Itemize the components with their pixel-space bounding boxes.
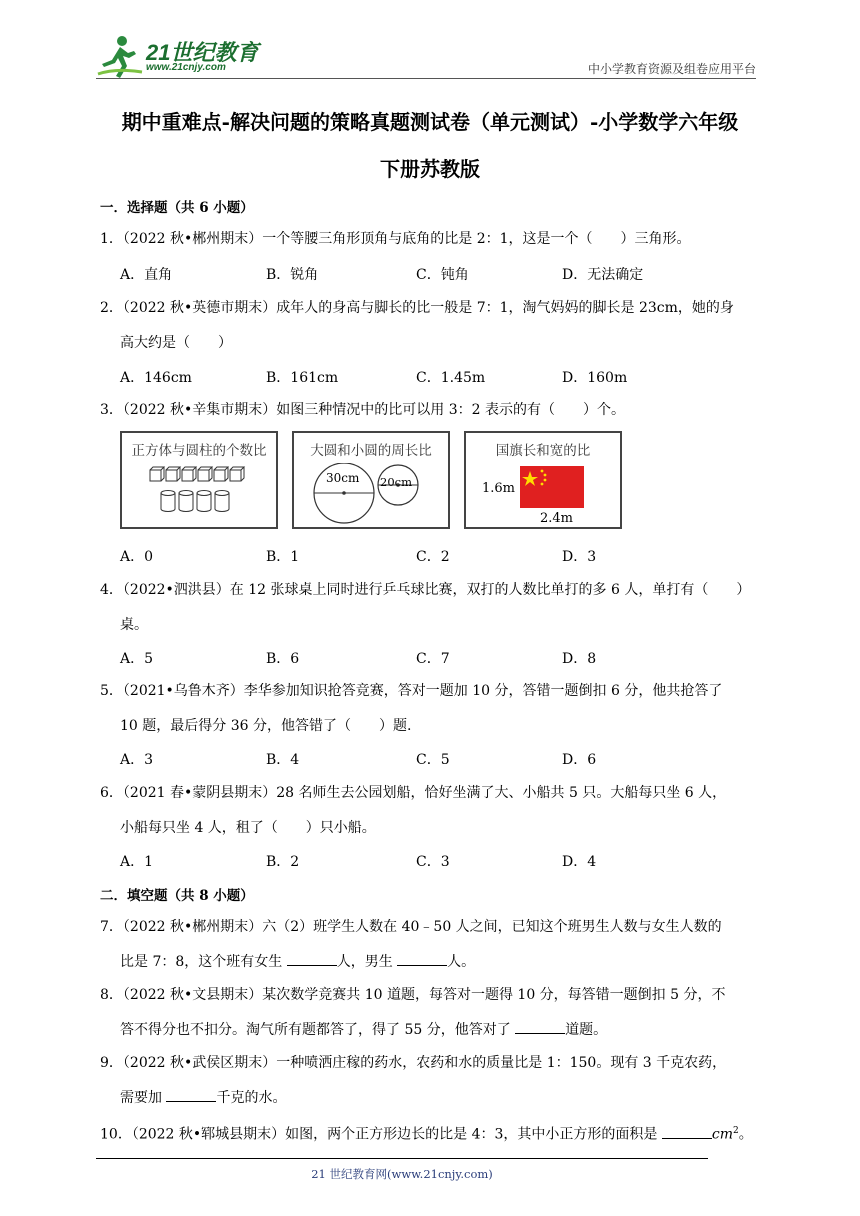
- question-9: 9．（2022 秋•武侯区期末）一种喷洒庄稼的药水，农药和水的质量比是 1：150。现有 3 千克农药，: [100, 1055, 727, 1071]
- q1-option-c: C．钝角: [416, 267, 469, 283]
- figure-cubes-cylinders: [120, 431, 278, 529]
- q10-unit-sup: 2: [733, 1126, 739, 1136]
- q5-option-a: A．3: [120, 752, 154, 768]
- q5-option-c: C．5: [416, 752, 450, 768]
- question-1: 1．（2022 秋•郴州期末）一个等腰三角形顶角与底角的比是 2：1，这是一个（ ）三角形。: [100, 231, 691, 247]
- flag-height-label: 1.6m: [482, 481, 516, 496]
- figure3-title: 国旗长和宽的比: [495, 443, 591, 459]
- q1-option-a: A．直角: [120, 267, 173, 283]
- q3-option-a: A．0: [120, 549, 154, 565]
- question-6: 6．（2021 春•蒙阴县期末）28 名师生去公园划船，恰好坐满了大、小船共 5 只。大船每只坐 6 人，: [100, 785, 727, 801]
- q9-text-b: 千克的水。: [216, 1090, 287, 1106]
- q7-text-a: 比是 7：8，这个班有女生: [120, 954, 287, 970]
- section-heading-fill: 二．填空题（共 8 小题）: [100, 888, 254, 904]
- question-8: 8．（2022 秋•文县期末）某次数学竞赛共 10 道题，每答对一题得 10 分，每答错一题倒扣 5 分，不: [100, 987, 726, 1003]
- question-2-cont: 高大约是（ ）: [120, 335, 232, 351]
- q8-text-a: 答不得分也不扣分。淘气所有题都答了，得了 55 分，他答对了: [120, 1022, 516, 1038]
- q3-option-b: B．1: [266, 549, 300, 565]
- q6-option-d: D．4: [562, 854, 597, 870]
- q1-option-d: D．无法确定: [562, 267, 644, 283]
- q4-option-a: A．5: [120, 651, 154, 667]
- q10-end: 。: [738, 1126, 753, 1143]
- q6-option-a: A．1: [120, 854, 154, 870]
- question-5-cont: 10 题，最后得分 36 分，他答错了（ ）题.: [120, 718, 412, 734]
- figure-circles: [292, 431, 450, 529]
- footer-text: 21 世纪教育网(www.21cnjy.com): [311, 1167, 493, 1181]
- q2-option-b: B．161cm: [266, 370, 339, 386]
- q8-text-b: 道题。: [565, 1022, 608, 1038]
- q2-option-d: D．160m: [562, 370, 628, 386]
- question-10: [100, 1121, 764, 1145]
- question-4: 4．（2022•泗洪县）在 12 张球桌上同时进行乒乓球比赛，双打的人数比单打的多 6 人，单打有（ ）: [100, 582, 751, 598]
- question-9-cont: [120, 1087, 286, 1107]
- q6-option-b: B．2: [266, 854, 300, 870]
- small-circle-label: 20cm: [380, 475, 412, 489]
- q10-text: 10．（2022 秋•郓城县期末）如图，两个正方形边长的比是 4：3，其中小正方形的面积是: [100, 1126, 662, 1143]
- q9-blank[interactable]: [166, 1087, 216, 1102]
- q7-text-c: 人。: [447, 954, 476, 970]
- q10-blank[interactable]: [662, 1124, 712, 1139]
- brand-logo-text: 21世纪教育: [146, 40, 259, 65]
- q10-unit: cm: [711, 1126, 733, 1143]
- q5-option-d: D．6: [562, 752, 597, 768]
- figure1-title: 正方体与圆柱的个数比: [131, 443, 267, 459]
- china-flag-icon: [520, 466, 584, 510]
- question-7: 7．（2022 秋•郴州期末）六（2）班学生人数在 40﹣50 人之间，已知这个班男生人数与女生人数的: [100, 919, 722, 935]
- q1-option-b: B．锐角: [266, 267, 319, 283]
- cubes-cylinders-icon: [148, 465, 258, 521]
- figure-flag: [464, 431, 622, 529]
- big-circle-label: 30cm: [326, 471, 360, 485]
- question-4-cont: 桌。: [120, 617, 148, 633]
- question-6-cont: 小船每只坐 4 人，租了（ ）只小船。: [120, 820, 376, 836]
- question-3: 3．（2022 秋•辛集市期末）如图三种情况中的比可以用 3：2 表示的有（ ）个。: [100, 402, 625, 418]
- q3-option-d: D．3: [562, 549, 597, 565]
- q5-option-b: B．4: [266, 752, 300, 768]
- q2-option-a: A．146cm: [120, 370, 192, 386]
- q7-blank-girls[interactable]: [287, 951, 337, 966]
- footer-divider: [96, 1158, 708, 1159]
- question-8-cont: [120, 1019, 607, 1039]
- q9-text-a: 需要加: [120, 1090, 167, 1106]
- runner-logo-icon: [96, 34, 146, 80]
- q2-option-c: C．1.45m: [416, 370, 486, 386]
- q4-option-b: B．6: [266, 651, 300, 667]
- q4-option-d: D．8: [562, 651, 597, 667]
- document-title-line2: 下册苏教版: [380, 157, 480, 181]
- q6-option-c: C．3: [416, 854, 450, 870]
- q8-blank[interactable]: [515, 1019, 565, 1034]
- q4-option-c: C．7: [416, 651, 450, 667]
- brand-logo-url: www.21cnjy.com: [146, 62, 226, 73]
- figure2-title: 大圆和小圆的周长比: [310, 443, 432, 459]
- platform-name: 中小学教育资源及组卷应用平台: [587, 62, 756, 76]
- q3-option-c: C．2: [416, 549, 450, 565]
- q7-text-b: 人，男生: [336, 954, 398, 970]
- header-divider: [96, 78, 756, 79]
- flag-width-label: 2.4m: [540, 511, 574, 526]
- section-heading-choice: 一．选择题（共 6 小题）: [100, 200, 254, 216]
- question-5: 5．（2021•乌鲁木齐）李华参加知识抢答竞赛，答对一题加 10 分，答错一题倒扣 6 分，他共抢答了: [100, 683, 723, 699]
- document-title-line1: 期中重难点-解决问题的策略真题测试卷（单元测试）-小学数学六年级: [121, 110, 739, 134]
- question-7-cont: [120, 951, 475, 971]
- q7-blank-boys[interactable]: [397, 951, 447, 966]
- question-2: 2．（2022 秋•英德市期末）成年人的身高与脚长的比一般是 7：1，淘气妈妈的脚长是 23cm，她的身: [100, 300, 734, 316]
